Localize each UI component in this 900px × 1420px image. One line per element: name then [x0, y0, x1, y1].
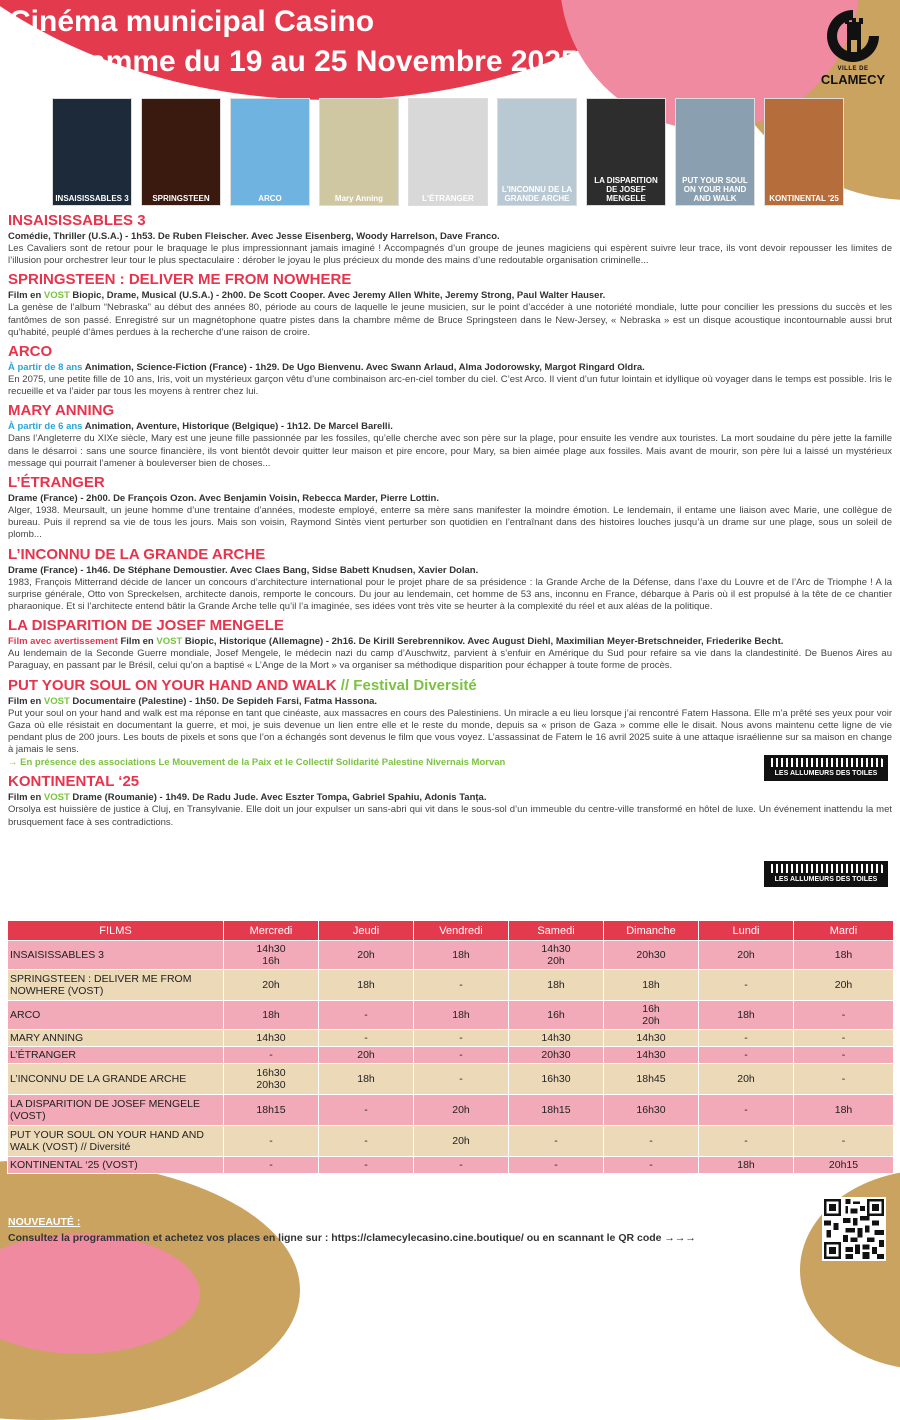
- page-title: Cinéma municipal Casino: [9, 5, 375, 38]
- film-meta-text: Biopic, Drame, Musical (U.S.A.) - 2h00. De Scott Cooper. Avec Jeremy Allen White, Jeremy Strong, Paul Walter Hauser.: [69, 290, 606, 302]
- showtime-cell: -: [414, 1064, 509, 1095]
- vost-badge: VOST: [43, 792, 70, 804]
- film-meta-text: Drame (France) - 1h46. De Stéphane Demoustier. Avec Claes Bang, Sidse Babett Knudsen, Xavier Dolan.: [8, 564, 479, 576]
- allumeurs-des-toiles-logo: LES ALLUMEURS DES TOILES: [764, 755, 888, 781]
- column-header: Mardi: [794, 921, 894, 941]
- showtime-cell: 18h: [414, 1001, 509, 1030]
- showtime-cell: 20h: [414, 1126, 509, 1157]
- poster-mengele[interactable]: [586, 98, 666, 206]
- film-meta: [8, 492, 892, 505]
- film-meta: [8, 289, 892, 302]
- footer: [8, 1215, 808, 1245]
- poster-label: LA DISPARITION DE JOSEF MENGELE: [594, 176, 658, 203]
- film-meta: [8, 230, 892, 243]
- footer-text[interactable]: Consultez la programmation et achetez vos places en ligne sur : https://clamecylecasino.cine.boutique/ ou en scannant le QR code →→→: [8, 1232, 696, 1244]
- showtime-cell: -: [509, 1157, 604, 1174]
- poster-mary-anning[interactable]: [319, 98, 399, 206]
- showtime-cell: -: [224, 1126, 319, 1157]
- column-header: Vendredi: [414, 921, 509, 941]
- film-meta: [8, 791, 892, 804]
- film-name-cell: SPRINGSTEEN : DELIVER ME FROM NOWHERE (VOST): [8, 970, 224, 1001]
- poster-inconnu[interactable]: [497, 98, 577, 206]
- film-entry: [8, 474, 892, 542]
- film-meta: [8, 564, 892, 577]
- showtime-cell: -: [794, 1001, 894, 1030]
- vost-badge: VOST: [156, 636, 183, 648]
- footer-heading: NOUVEAUTÉ :: [8, 1216, 81, 1228]
- film-name-cell: KONTINENTAL ‘25 (VOST): [8, 1157, 224, 1174]
- showtime-cell: 16h 20h: [604, 1001, 699, 1030]
- schedule-row: [8, 970, 894, 1001]
- clamecy-logo: [818, 6, 888, 92]
- showtime-cell: -: [604, 1157, 699, 1174]
- showtime-cell: -: [319, 1095, 414, 1126]
- poster-strip: [52, 98, 852, 208]
- film-synopsis: Put your soul on your hand and walk est ma réponse en tant que cinéaste, aux massacres en cours des Palestiniens. Un miracle a eu lieu lorsque j’ai rencontré Fatem Hassona. Elle m’a prêté ses yeux pour voir Gaza où elle résistait en documentant la guerre, et moi, je suis devenue un lien entre elle et le reste du monde, depuis sa « prison de Gaza » comme elle le disait. Nous avons maintenu cette ligne de vie pendant plus de 200 jours. Les bouts de pixels et sons que l’on a échangés sont devenus le film que vous voyez. L’assassinat de Fatem le 16 avril 2025 suite à une attaque israélienne sur sa maison en change à jamais le sens.: [8, 707, 892, 756]
- film-title: L’ÉTRANGER: [8, 474, 105, 492]
- showtime-cell: -: [319, 1126, 414, 1157]
- film-prefix: Film en: [8, 792, 44, 804]
- showtime-cell: 16h30: [509, 1064, 604, 1095]
- showtime-cell: -: [509, 1126, 604, 1157]
- showtime-cell: 20h: [319, 941, 414, 970]
- showtime-cell: 18h: [414, 941, 509, 970]
- film-entry: [8, 212, 892, 267]
- showtime-cell: 18h: [604, 970, 699, 1001]
- film-meta-text: Drame (Roumanie) - 1h49. De Radu Jude. Avec Eszter Tompa, Gabriel Spahiu, Adonis Tanța.: [69, 792, 487, 804]
- town-emblem-icon: [823, 6, 883, 66]
- film-synopsis: La genèse de l’album “Nebraska” au début des années 80, période au cours de laquelle le jeune musicien, sur le point d’accéder à une notoriété mondiale, lutte pour concilier les pressions du succès et les fantômes de son passé. Enregistré sur un magnétophone quatre pistes dans la chambre même de Bruce Springsteen dans le New-Jersey, « Nebraska » est un disque acoustique incontournable aussi brut qu’habité, peuplé d’âmes perdues à la recherche d’une raison de croire.: [8, 302, 892, 338]
- qr-code-icon[interactable]: [822, 1197, 886, 1261]
- showtime-cell: 14h30: [604, 1047, 699, 1064]
- film-synopsis: Les Cavaliers sont de retour pour le braquage le plus impressionnant jamais imaginé ! Accompagnés d’un groupe de jeunes magiciens qui espèrent suivre leur trace, ils vont devoir repousser les limites de l’illusion pour orchestrer leur tour le plus spectaculaire : dérober le joyau le plus précieux du monde des mains d’une redoutable organisation criminelle...: [8, 243, 892, 267]
- showtime-cell: 20h15: [794, 1157, 894, 1174]
- poster-label: KONTINENTAL '25: [769, 194, 839, 203]
- showtime-cell: 14h30: [509, 1030, 604, 1047]
- film-entry: [8, 546, 892, 614]
- poster-arco[interactable]: [230, 98, 310, 206]
- showtime-cell: -: [699, 1047, 794, 1064]
- film-name-cell: MARY ANNING: [8, 1030, 224, 1047]
- film-title: L’INCONNU DE LA GRANDE ARCHE: [8, 545, 266, 563]
- age-rating: À partir de 8 ans: [8, 362, 83, 374]
- schedule-header-row: [8, 921, 894, 941]
- showtime-cell: 18h: [319, 970, 414, 1001]
- film-meta-text: Comédie, Thriller (U.S.A.) - 1h53. De Ruben Fleischer. Avec Jesse Eisenberg, Woody Harrelson, Dave Franco.: [8, 231, 500, 242]
- schedule-row: [8, 1157, 894, 1174]
- showtime-cell: 20h: [699, 1064, 794, 1095]
- showtime-cell: 20h: [414, 1095, 509, 1126]
- film-meta: [8, 420, 892, 433]
- age-rating: À partir de 6 ans: [8, 421, 83, 433]
- film-meta: [8, 635, 892, 648]
- poster-insaisissables[interactable]: [52, 98, 132, 206]
- film-entry: [8, 617, 892, 672]
- film-title: MARY ANNING: [8, 402, 115, 420]
- showtime-cell: -: [794, 1030, 894, 1047]
- logo-town-name: CLAMECY: [820, 72, 886, 87]
- showtime-cell: -: [319, 1157, 414, 1174]
- film-name-cell: L’ÉTRANGER: [8, 1047, 224, 1064]
- film-synopsis: En 2075, une petite fille de 10 ans, Iris, voit un mystérieux garçon vêtu d’une combinaison arc-en-ciel tomber du ciel. C’est Arco. Il vient d’un futur lointain et idyllique où voyager dans le temps est possible. Iris le recueille et va l’aider par tous les moyens à rentrer chez lui.: [8, 374, 892, 398]
- film-title: ARCO: [8, 343, 53, 361]
- showtime-cell: -: [699, 1030, 794, 1047]
- showtime-cell: -: [604, 1126, 699, 1157]
- poster-label: L'INCONNU DE LA GRANDE ARCHE: [501, 185, 573, 203]
- column-header: FILMS: [8, 921, 224, 941]
- showtime-cell: 18h: [699, 1001, 794, 1030]
- showtime-cell: -: [224, 1157, 319, 1174]
- column-header: Mercredi: [224, 921, 319, 941]
- showtime-cell: 18h: [794, 941, 894, 970]
- film-title: SPRINGSTEEN : DELIVER ME FROM NOWHERE: [8, 271, 352, 289]
- film-synopsis: Dans l’Angleterre du XIXe siècle, Mary est une jeune fille passionnée par les fossiles, qu’elle cherche avec son père sur la plage, pour ensuite les vendre aux touristes. La mort soudaine du père jette la famille dans le désarroi : sans une source financière, ils vont bientôt devoir quitter leur maison et pire encore, pour Mary, sa bien aimée plage aux fossiles. Mais avant de mourir, son père lui a laissé un mystérieux message qui pourrait l’amener à bouleverser bien de choses...: [8, 433, 892, 469]
- film-entry: [8, 677, 892, 770]
- film-meta: [8, 361, 892, 374]
- showtime-cell: 20h30: [509, 1047, 604, 1064]
- festival-label: // Festival Diversité: [336, 676, 477, 694]
- poster-label: INSAISISSABLES 3: [55, 194, 129, 203]
- showtime-cell: -: [414, 1030, 509, 1047]
- showtime-cell: -: [414, 1157, 509, 1174]
- film-synopsis: Orsolya est huissière de justice à Cluj, en Transylvanie. Elle doit un jour expulser un sans-abri qui vit dans le sous-sol d’un immeuble du centre-ville transformé en hôtel de luxe. Un événement inattendu la met brusquement face à ses contradictions.: [8, 804, 892, 828]
- logo-caption: VILLE DE: [837, 66, 869, 72]
- showtime-cell: 18h: [699, 1157, 794, 1174]
- showtime-cell: 14h30: [604, 1030, 699, 1047]
- film-list: [8, 212, 892, 883]
- showtime-cell: 18h: [794, 1095, 894, 1126]
- schedule-row: [8, 1030, 894, 1047]
- warning-label: Film avec avertissement: [8, 636, 118, 648]
- film-meta: [8, 695, 892, 708]
- showtime-cell: 18h45: [604, 1064, 699, 1095]
- showtime-cell: 18h15: [509, 1095, 604, 1126]
- film-entry: [8, 271, 892, 339]
- event-note: → En présence des associations Le Mouvement de la Paix et le Collectif Solidarité Palestine Nivernais Morvan: [8, 757, 506, 769]
- vost-badge: VOST: [43, 695, 70, 707]
- showtime-cell: 16h30 20h30: [224, 1064, 319, 1095]
- showtime-cell: 14h30: [224, 1030, 319, 1047]
- film-synopsis: 1983, François Mitterrand décide de lancer un concours d’architecture international pour le projet phare de sa présidence : la Grande Arche de la Défense, dans l’axe du Louvre et de l’Arc de Triomphe ! A la surprise générale, Otto von Spreckelsen, architecte danois, remporte le concours. Du jour au lendemain, cet homme de 53 ans, inconnu en France, débarque à Paris où il est propulsé à la tête de ce chantier pharaonique. Et si l’architecte entend bâtir la Grande Arche telle qu’il l’a imaginée, ses idées vont très vite se heurter à la complexité du réel et aux aléas de la politique.: [8, 576, 892, 613]
- showtime-cell: 20h: [794, 970, 894, 1001]
- schedule-row: [8, 1064, 894, 1095]
- schedule-table: [7, 920, 894, 1174]
- showtime-cell: 20h: [319, 1047, 414, 1064]
- showtime-cell: -: [319, 1001, 414, 1030]
- column-header: Lundi: [699, 921, 794, 941]
- poster-label: ARCO: [258, 194, 282, 203]
- showtime-cell: -: [794, 1047, 894, 1064]
- film-meta-text: Drame (France) - 2h00. De François Ozon. Avec Benjamin Voisin, Rebecca Marder, Pierre Lottin.: [8, 493, 439, 505]
- showtime-cell: -: [414, 1047, 509, 1064]
- schedule-row: [8, 941, 894, 970]
- poster-label: Mary Anning: [334, 194, 384, 203]
- poster-springsteen[interactable]: [141, 98, 221, 206]
- showtime-cell: 20h: [699, 941, 794, 970]
- poster-etranger[interactable]: [408, 98, 488, 206]
- column-header: Jeudi: [319, 921, 414, 941]
- film-name-cell: ARCO: [8, 1001, 224, 1030]
- page-subtitle: Programme du 19 au 25 Novembre 2025: [9, 45, 578, 78]
- schedule-body: [8, 941, 894, 1174]
- film-entry: [8, 343, 892, 398]
- showtime-cell: 18h15: [224, 1095, 319, 1126]
- film-prefix: Film en: [8, 290, 44, 302]
- showtime-cell: -: [414, 970, 509, 1001]
- showtime-cell: -: [699, 1126, 794, 1157]
- showtime-cell: 14h30 16h: [224, 941, 319, 970]
- schedule-row: [8, 1001, 894, 1030]
- film-meta-text: Biopic, Historique (Allemagne) - 2h16. De Kirill Serebrennikov. Avec August Diehl, Maximilian Meyer-Bretschneider, Friederike Becht.: [182, 636, 784, 648]
- poster-kontinental[interactable]: [764, 98, 844, 206]
- film-meta-text: Documentaire (Palestine) - 1h50. De Sepideh Farsi, Fatma Hassona.: [69, 695, 378, 707]
- film-title: INSAISISSABLES 3: [8, 212, 146, 229]
- column-header: Dimanche: [604, 921, 699, 941]
- film-entry: [8, 402, 892, 470]
- schedule-row: [8, 1126, 894, 1157]
- film-title: KONTINENTAL ‘25: [8, 773, 140, 791]
- film-title-text: PUT YOUR SOUL ON YOUR HAND AND WALK: [8, 676, 337, 694]
- showtime-cell: -: [699, 970, 794, 1001]
- showtime-cell: 18h: [224, 1001, 319, 1030]
- film-prefix: Film en: [8, 695, 44, 707]
- poster-label: SPRINGSTEEN: [152, 194, 210, 203]
- film-prefix: Film en: [117, 636, 157, 648]
- showtime-cell: 16h30: [604, 1095, 699, 1126]
- vost-badge: VOST: [43, 290, 70, 302]
- poster-label: PUT YOUR SOUL ON YOUR HAND AND WALK: [682, 176, 748, 203]
- film-title: LA DISPARITION DE JOSEF MENGELE: [8, 617, 284, 635]
- showtime-cell: -: [224, 1047, 319, 1064]
- film-name-cell: INSAISISSABLES 3: [8, 941, 224, 970]
- film-entry: [8, 773, 892, 828]
- film-title: [8, 677, 892, 695]
- column-header: Samedi: [509, 921, 604, 941]
- film-meta-text: Animation, Science-Fiction (France) - 1h29. De Ugo Bienvenu. Avec Swann Arlaud, Alma Jodorowsky, Margot Ringard Oldra.: [82, 362, 645, 374]
- film-synopsis: Au lendemain de la Seconde Guerre mondiale, Josef Mengele, le médecin nazi du camp d’Auschwitz, parvient à s’enfuir en Amérique du Sud pour refaire sa vie dans la clandestinité. De Buenos Aires au Paraguay, en passant par le Brésil, celui qu’on a baptisé « L’Ange de la Mort » va organiser sa méthodique disparition pour échapper à toute forme de procès.: [8, 648, 892, 672]
- schedule-row: [8, 1047, 894, 1064]
- showtime-cell: -: [319, 1030, 414, 1047]
- film-name-cell: L’INCONNU DE LA GRANDE ARCHE: [8, 1064, 224, 1095]
- showtime-cell: -: [794, 1064, 894, 1095]
- showtime-cell: 20h30: [604, 941, 699, 970]
- qr-code-graphic: [824, 1199, 884, 1259]
- showtime-cell: 18h: [319, 1064, 414, 1095]
- showtime-cell: 14h30 20h: [509, 941, 604, 970]
- poster-label: L'ÉTRANGER: [422, 194, 474, 203]
- film-synopsis: Alger, 1938. Meursault, un jeune homme d’une trentaine d’années, modeste employé, enterre sa mère sans manifester la moindre émotion. Le lendemain, il entame une liaison avec Marie, une collègue de bureau. Puis il reprend sa vie de tous les jours. Mais son voisin, Raymond Sintès vient perturber son quotidien en l’entraînant dans des histoires louches jusqu’à un drame sur une plage, sous un soleil de plomb...: [8, 505, 892, 541]
- film-name-cell: LA DISPARITION DE JOSEF MENGELE (VOST): [8, 1095, 224, 1126]
- showtime-cell: 20h: [224, 970, 319, 1001]
- showtime-cell: 18h: [509, 970, 604, 1001]
- showtime-cell: -: [699, 1095, 794, 1126]
- schedule-row: [8, 1095, 894, 1126]
- film-meta-text: Animation, Aventure, Historique (Belgique) - 1h12. De Marcel Barelli.: [82, 421, 393, 433]
- poster-put-your-soul[interactable]: [675, 98, 755, 206]
- film-name-cell: PUT YOUR SOUL ON YOUR HAND AND WALK (VOST) // Diversité: [8, 1126, 224, 1157]
- allumeurs-des-toiles-logo: LES ALLUMEURS DES TOILES: [764, 861, 888, 887]
- showtime-cell: -: [794, 1126, 894, 1157]
- showtime-cell: 16h: [509, 1001, 604, 1030]
